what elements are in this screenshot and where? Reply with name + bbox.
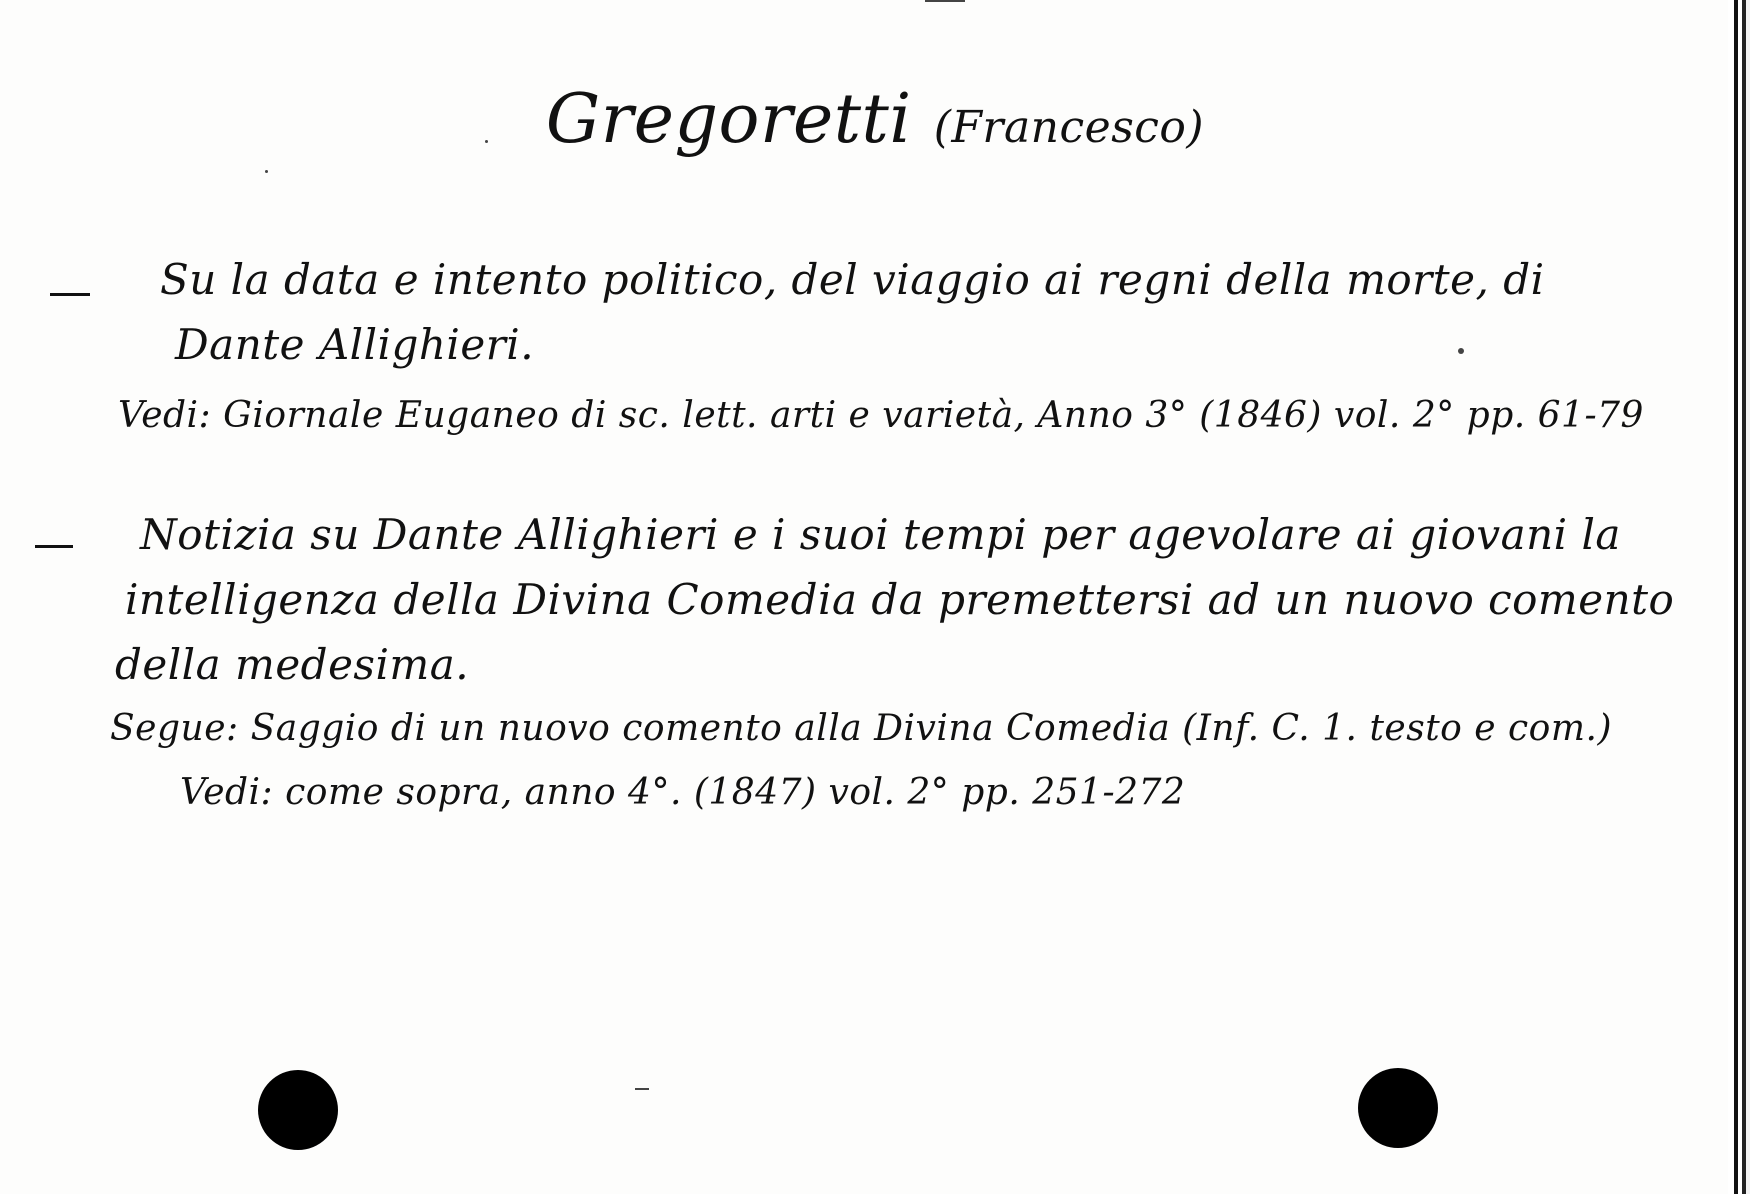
punch-hole-left (258, 1070, 338, 1150)
entry-1-line-2: Dante Allighieri. (175, 320, 535, 369)
entry-2-continuation: Segue: Saggio di un nuovo comento alla Divina Comedia (Inf. C. 1. testo e com.) (110, 708, 1612, 749)
card-heading (0, 80, 1750, 159)
scan-speck (485, 140, 488, 143)
entry-2-line-3: della medesima. (115, 640, 470, 689)
scan-speck (925, 0, 965, 2)
scan-speck (1458, 348, 1464, 354)
punch-hole-right (1358, 1068, 1438, 1148)
entry-dash (50, 293, 90, 296)
entry-1-line-1: Su la data e intento politico, del viaggio ai regni della morte, di (160, 255, 1545, 304)
scan-speck (265, 170, 268, 173)
scan-speck (635, 1088, 649, 1090)
heading-surname: Gregoretti (545, 80, 912, 159)
entry-2-line-2: intelligenza della Divina Comedia da premettersi ad un nuovo comento (125, 575, 1675, 624)
heading-forename: (Francesco) (933, 102, 1205, 153)
card-edge-shadow (1728, 0, 1750, 1194)
entry-2-reference: Vedi: come sopra, anno 4°. (1847) vol. 2° pp. 251-272 (180, 772, 1186, 813)
entry-1-reference: Vedi: Giornale Euganeo di sc. lett. arti e varietà, Anno 3° (1846) vol. 2° pp. 61-79 (118, 395, 1644, 436)
entry-dash (35, 545, 73, 548)
entry-2-line-1: Notizia su Dante Allighieri e i suoi tempi per agevolare ai giovani la (140, 510, 1621, 559)
